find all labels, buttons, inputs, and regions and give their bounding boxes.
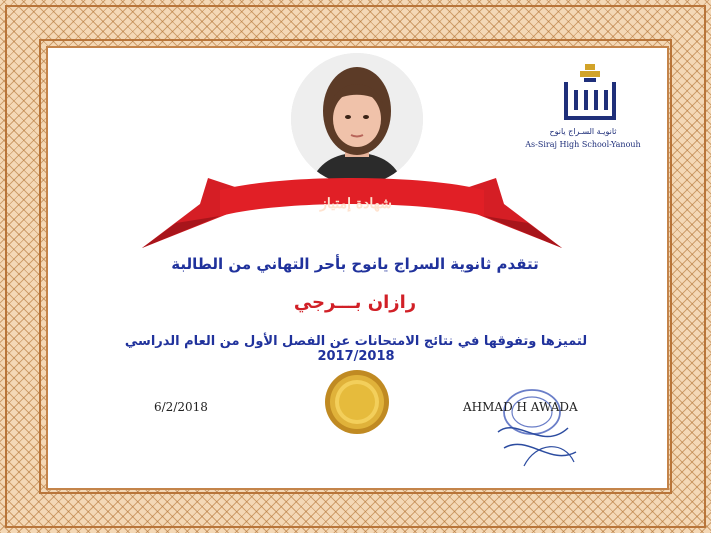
school-logo (548, 60, 632, 130)
ribbon-title: شهادة إمتياز (320, 196, 392, 212)
signatory-name: AHMAD H AWADA (463, 400, 578, 414)
student-name: رازان بـــرجي (293, 292, 417, 313)
student-photo (291, 53, 423, 185)
signature-stamp (480, 370, 585, 475)
school-name-arabic: ثانويـة السـراج يانوح (549, 127, 617, 136)
certificate-date: 6/2/2018 (154, 400, 208, 414)
school-name-english: As-Siraj High School-Yanouh (525, 140, 641, 149)
intro-line: تتقدم ثانوية السراج يانوح بأحر التهاني من الطالبة (171, 255, 539, 273)
achievement-line: لتميزها وتفوقها في نتائج الامتحانات عن الفصل الأول من العام الدراسي 2017/2018 (124, 334, 588, 364)
gold-seal-icon (323, 368, 391, 436)
